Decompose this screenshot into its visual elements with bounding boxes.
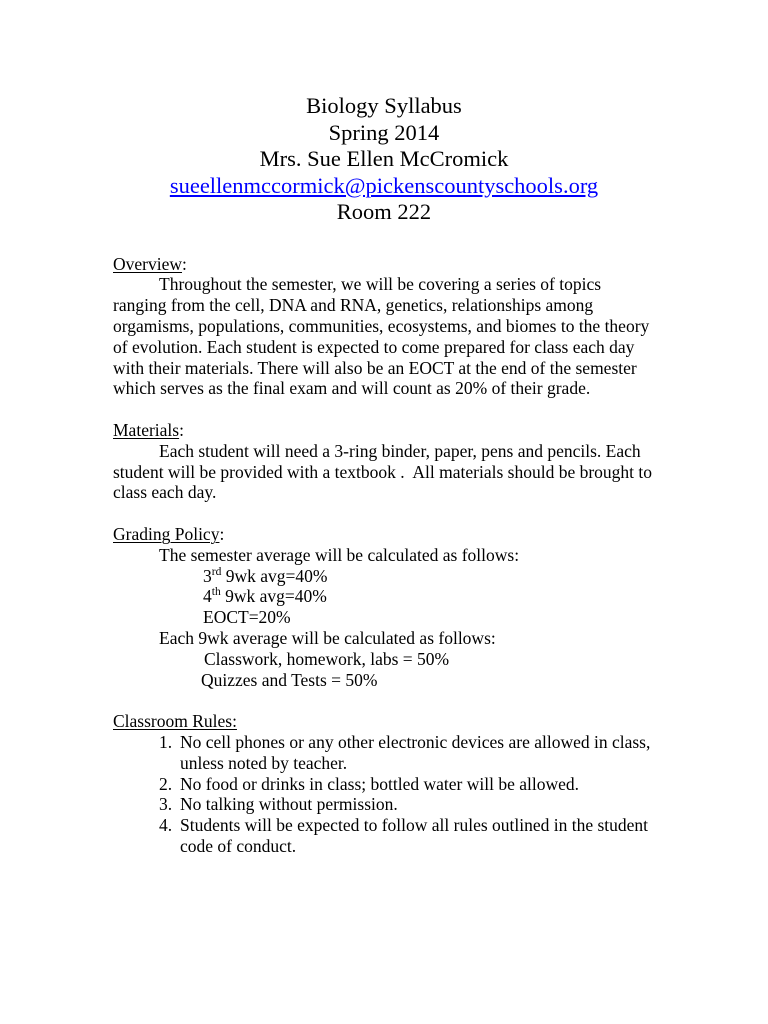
term-line: Spring 2014 xyxy=(328,119,440,145)
email-link[interactable]: sueellenmccormick@pickenscountyschools.org xyxy=(169,172,599,198)
overview-heading-text: Overview xyxy=(113,253,183,274)
ordinal-suffix: rd xyxy=(211,565,222,578)
overview-line: ranging from the cell, DNA and RNA, genetics, relationships among xyxy=(113,295,594,316)
rule-text: No talking without permission. xyxy=(180,794,398,815)
quarter-number: 3 xyxy=(203,565,212,586)
quarter-number: 4 xyxy=(203,586,212,607)
overview-heading xyxy=(113,254,733,275)
rule-number: 4. xyxy=(159,815,173,836)
nineweek-weight-item: Classwork, homework, labs = 50% xyxy=(204,648,450,669)
rule-continuation: code of conduct. xyxy=(180,835,297,856)
materials-heading xyxy=(113,420,733,441)
syllabus-header xyxy=(0,93,768,226)
overview-line: with their materials. There will also be an EOCT at the end of the semester xyxy=(113,357,637,378)
overview-line: of evolution. Each student is expected to come prepared for class each day xyxy=(113,336,635,357)
rule-text: No cell phones or any other electronic devices are allowed in class, xyxy=(180,731,651,752)
heading-colon: : xyxy=(182,253,187,274)
grade-weight-item xyxy=(113,566,733,587)
rule-number: 3. xyxy=(159,794,173,815)
overview-line: Throughout the semester, we will be covering a series of topics xyxy=(159,274,602,295)
grading-heading xyxy=(113,524,733,545)
overview-line: which serves as the final exam and will count as 20% of their grade. xyxy=(113,378,591,399)
document-title: Biology Syllabus xyxy=(306,93,462,118)
rule-text: Students will be expected to follow all rules outlined in the student xyxy=(180,815,649,836)
heading-colon: : xyxy=(219,523,225,544)
rule-item xyxy=(113,774,733,795)
rule-item xyxy=(113,815,733,836)
rules-heading xyxy=(113,711,733,732)
rule-text: No food or drinks in class; bottled water will be allowed. xyxy=(180,773,580,794)
rule-item xyxy=(113,794,733,815)
teacher-name: Mrs. Sue Ellen McCromick xyxy=(259,146,509,171)
materials-line: Each student will need a 3-ring binder, paper, pens and pencils. Each xyxy=(159,440,641,461)
nineweek-average-intro: Each 9wk average will be calculated as follows: xyxy=(159,627,496,648)
grade-weight-item xyxy=(113,586,733,607)
rules-heading-text: Classroom Rules: xyxy=(113,711,237,732)
overview-line: orgamisms, populations, communities, ecosystems, and biomes to the theory xyxy=(113,315,650,336)
nineweek-weight-item: Quizzes and Tests = 50% xyxy=(201,669,378,690)
materials-line: class each day. xyxy=(113,482,217,503)
ordinal-suffix: th xyxy=(211,586,221,599)
grade-weight-text: 9wk avg=40% xyxy=(220,586,327,607)
grade-weight-item: EOCT=20% xyxy=(203,607,291,628)
rule-continuation: unless noted by teacher. xyxy=(180,752,348,773)
materials-heading-text: Materials xyxy=(113,419,180,440)
syllabus-body xyxy=(113,254,733,857)
heading-colon: : xyxy=(179,419,184,440)
rule-item xyxy=(113,732,733,753)
room-number: Room 222 xyxy=(336,199,432,224)
rule-number: 1. xyxy=(159,731,173,752)
materials-line: student will be provided with a textbook . All materials should be brought to xyxy=(113,461,653,482)
email-line xyxy=(0,173,768,200)
grading-heading-text: Grading Policy xyxy=(113,523,220,544)
section-spacer xyxy=(113,690,733,711)
grade-weight-text: 9wk avg=40% xyxy=(221,565,328,586)
rule-number: 2. xyxy=(159,773,173,794)
section-spacer xyxy=(113,399,733,420)
section-spacer xyxy=(113,503,733,524)
semester-average-intro: The semester average will be calculated as follows: xyxy=(159,544,520,565)
